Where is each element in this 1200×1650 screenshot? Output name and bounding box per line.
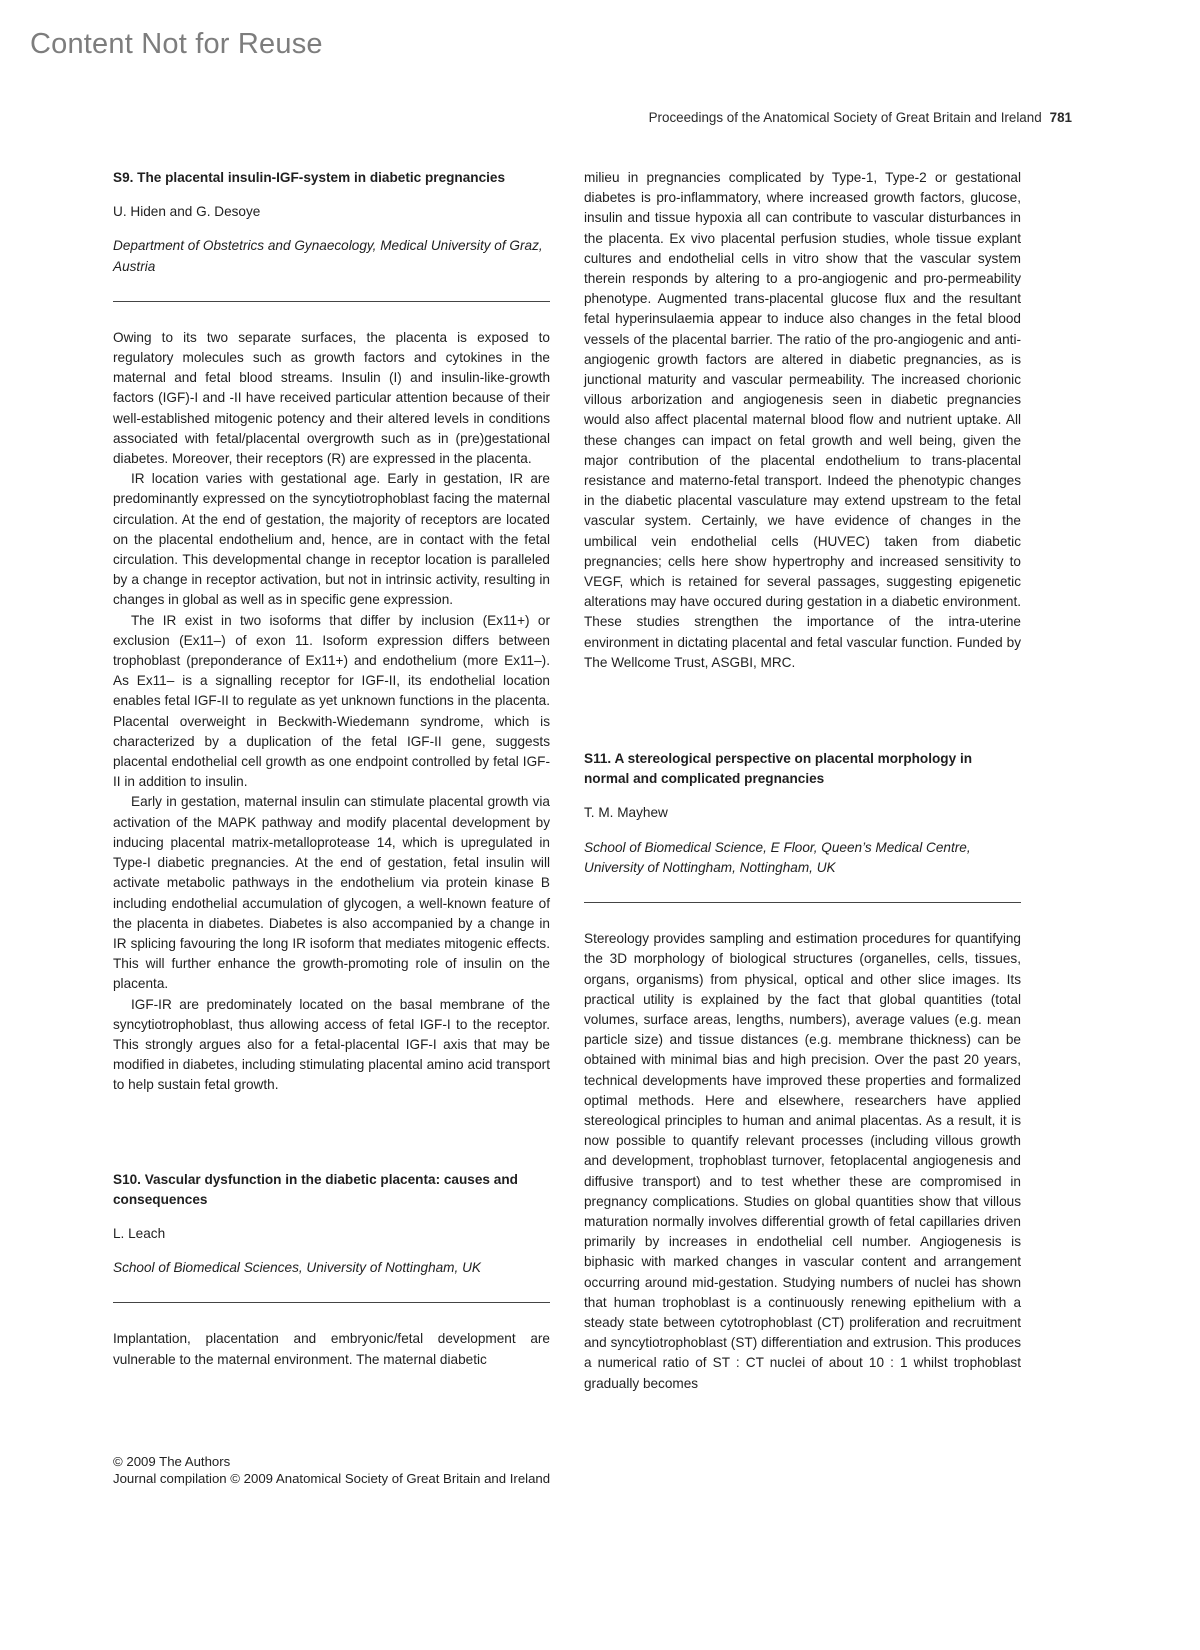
body-paragraph: IR location varies with gestational age. Early in gestation, IR are predominantly expressed on the syncytiotrophoblast facing the maternal circulation. At the end of gestation, the majority of receptors are located on the placental endothelium and, hence, are in contact with the fetal circulation. This developmental change in receptor location is paralleled by a change in receptor activation, but not in intrinsic activity, resulting in changes in global as well as in specific gene expression. xyxy=(113,471,550,608)
section-divider xyxy=(584,902,1021,903)
abstract-body xyxy=(113,1329,550,1369)
left-column xyxy=(113,168,550,1370)
body-paragraph: IGF-IR are predominately located on the basal membrane of the syncytiotrophoblast, thus allowing access of fetal IGF-I to the receptor. This strongly argues also for a fetal-placental IGF-I axis that may be modified in diabetes, including stimulating placental amino acid transport to help sustain fetal growth. xyxy=(113,996,550,1093)
abstract-title: S10. Vascular dysfunction in the diabetic placenta: causes and consequences xyxy=(113,1171,518,1207)
abstract-affiliation: School of Biomedical Sciences, University of Nottingham, UK xyxy=(113,1260,481,1276)
abstract-authors: U. Hiden and G. Desoye xyxy=(113,204,261,220)
abstract-affiliation: School of Biomedical Science, E Floor, Queen’s Medical Centre, University of Nottingham, Nottingham, UK xyxy=(584,839,971,875)
body-paragraph: milieu in pregnancies complicated by Type-1, Type-2 or gestational diabetes is pro-inflammatory, where increased growth factors, glucose, insulin and tissue hypoxia all can contribute to vascular disturbances in the placenta. Ex vivo placental perfusion studies, whole tissue explant cultures and endothelial cells in vitro show that the vascular system therein responds by altering to a pro-angiogenic and pro-permeability phenotype. Augmented trans-placental glucose flux and the resultant fetal hyperinsulaemia appear to induce also changes in the fetal blood vessels of the placental barrier. The ratio of the pro-angiogenic and anti-angiogenic growth factors are altered in diabetic pregnancies, as is junctional maturity and vascular permeability. The increased chorionic villous arborization and angiogenesis seen in diabetic pregnancies would also affect placental maternal blood flow and nutrient uptake. All these changes can impact on fetal growth and well being, given the major contribution of the placental endothelium to trans-placental resistance and materno-fetal transport. Indeed the phenotypic changes in the diabetic placental vasculature may extend upstream to the fetal vascular system. Certainly, we have evidence of changes in the umbilical vein endothelial cells (HUVEC) taken from diabetic pregnancies; cells here show hypertrophy and increased sensitivity to VEGF, which is retained for several passages, suggesting epigenetic alterations may have occured during gestation in a diabetic environment. These studies strengthen the importance of the intra-uterine environment in dictating placental and fetal vascular function. Funded by The Wellcome Trust, ASGBI, MRC. xyxy=(584,170,1021,670)
body-paragraph: Implantation, placentation and embryonic/fetal development are vulnerable to the maternal environment. The maternal diabetic xyxy=(113,1331,550,1367)
running-head xyxy=(649,110,1072,125)
body-paragraph: The IR exist in two isoforms that differ by inclusion (Ex11+) or exclusion (Ex11–) of exon 11. Isoform expression differs between trophoblast (preponderance of Ex11+) and endothelium (more Ex11–). As Ex11– is a signalling receptor for IGF-II, its endothelial location enables fetal IGF-II to regulate as yet unknown functions in the placenta. Placental overweight in Beckwith-Wiedemann syndrome, which is characterized by a duplication of the fetal IGF-II gene, suggests placental endothelial cell growth as one endpoint controlled by fetal IGF-II in addition to insulin. xyxy=(113,612,550,790)
abstract-authors: T. M. Mayhew xyxy=(584,805,668,821)
journal-title: Proceedings of the Anatomical Society of Great Britain and Ireland xyxy=(648,110,1042,125)
section-divider xyxy=(113,301,550,302)
section-divider xyxy=(113,1302,550,1303)
body-paragraph: Stereology provides sampling and estimation procedures for quantifying the 3D morphology of biological structures (organelles, cells, tissues, organs, organisms) from physical, optical and other slice images. Its practical utility is explained by the fact that global quantities (total volumes, surface areas, lengths, numbers), average values (e.g. mean particle size) and tissue distances (e.g. membrane thickness) can be obtained with minimal bias and high precision. Over the past 20 years, technical developments have improved these properties and formalized optimal methods. Here and elsewhere, researchers have applied stereological principles to human and animal placentas. As a result, it is now possible to quantify relevant processes (including villous growth and development, trophoblast turnover, fetoplacental angiogenesis and diffusive transport) and to test whether these are compromised in pregnancy complications. Studies on global quantities show that villous maturation normally involves differential growth of fetal capillaries driven primarily by increases in endothelial cell number. Angiogenesis is biphasic with marked changes in vascular content and arrangement occurring around mid-gestation. Studying numbers of nuclei has shown that human trophoblast is a continuously renewing epithelium with a steady state between cytotrophoblast (CT) proliferation and recruitment and syncytiotrophoblast (ST) differentiation and extrusion. This produces a numerical ratio of ST : CT nuclei of about 10 : 1 whilst trophoblast gradually becomes xyxy=(584,931,1021,1391)
abstract-affiliation: Department of Obstetrics and Gynaecology, Medical University of Graz, Austria xyxy=(113,238,543,274)
abstract-body xyxy=(113,328,550,1096)
right-column xyxy=(584,168,1021,1394)
abstract-body-continued xyxy=(584,168,1021,673)
watermark: Content Not for Reuse xyxy=(30,28,323,60)
body-paragraph: Early in gestation, maternal insulin can stimulate placental growth via activation of the MAPK pathway and modify placental development by inducing placental matrix-metalloprotease 14, which is upregulated in Type-I diabetic pregnancies. At the end of gestation, fetal insulin will activate metabolic pathways in the endothelium via protein kinase B including endothelial accumulation of glycogen, a well-known feature of the placenta in diabetes. Diabetes is also accompanied by a change in IR splicing favouring the long IR isoform that mediates mitogenic effects. This will further enhance the growth-promoting role of insulin on the placenta. xyxy=(113,794,550,992)
abstract-s10 xyxy=(113,1170,550,1370)
abstract-title: S11. A stereological perspective on placental morphology in normal and complicated pregnancies xyxy=(584,751,973,787)
copyright-line: © 2009 The Authors xyxy=(113,1454,231,1469)
body-paragraph: Owing to its two separate surfaces, the placenta is exposed to regulatory molecules such as growth factors and cytokines in the maternal and fetal blood streams. Insulin (I) and insulin-like-growth factors (IGF)-I and -II have received particular attention because of their well-established mitogenic potency and their altered levels in conditions associated with fetal/placental overgrowth such as in (pre)gestational diabetes. Moreover, their receptors (R) are expressed in the placenta. xyxy=(113,329,550,467)
page-number: 781 xyxy=(1049,110,1072,125)
abstract-title: S9. The placental insulin-IGF-system in diabetic pregnancies xyxy=(113,170,506,185)
abstract-s11 xyxy=(584,749,1021,1394)
abstract-body xyxy=(584,929,1021,1394)
abstract-s9 xyxy=(113,168,550,1096)
abstract-authors: L. Leach xyxy=(113,1225,166,1241)
page-footer xyxy=(113,1453,550,1487)
journal-compilation-line: Journal compilation © 2009 Anatomical Society of Great Britain and Ireland xyxy=(113,1471,551,1486)
